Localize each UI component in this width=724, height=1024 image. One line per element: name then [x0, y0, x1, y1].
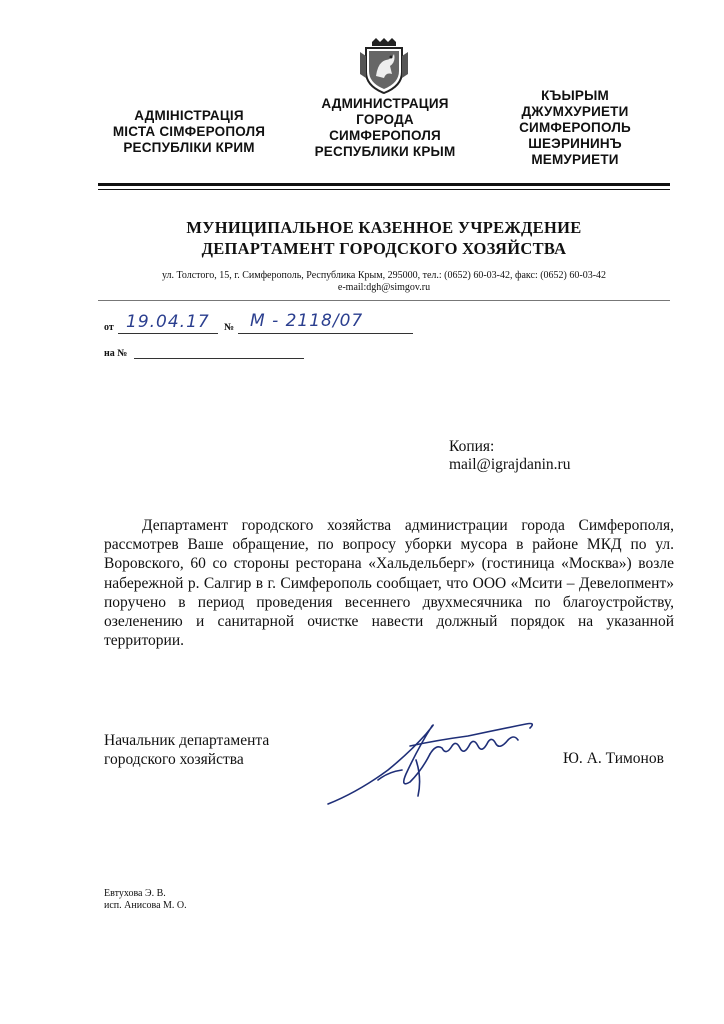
number-line	[238, 333, 413, 334]
reply-to-line	[134, 358, 304, 359]
handwritten-number: М - 2118/07	[250, 311, 364, 331]
header-left-line: АДМІНІСТРАЦІЯ	[134, 108, 244, 123]
department-title: ДЕПАРТАМЕНТ ГОРОДСКОГО ХОЗЯЙСТВА	[201, 239, 567, 258]
header-crimean-tatar	[510, 88, 640, 168]
handwritten-date: 19.04.17	[126, 312, 210, 332]
organization-address: ул. Толстого, 15, г. Симферополь, Республика Крым, 295000, тел.: (0652) 60-03-42, факс: (0652) 60-03-42	[161, 270, 607, 281]
header-center-line: РЕСПУБЛИКИ КРЫМ	[314, 144, 456, 159]
header-center-line: ГОРОДА	[356, 112, 414, 127]
header-russian	[300, 96, 470, 160]
organization-title: МУНИЦИПАЛЬНОЕ КАЗЕННОЕ УЧРЕЖДЕНИЕ	[186, 218, 582, 237]
address-divider	[98, 300, 670, 301]
copy-label: Копия:	[449, 438, 495, 455]
header-center-line: СИМФЕРОПОЛЯ	[329, 128, 441, 143]
header-divider-thick	[98, 183, 670, 186]
header-right-line: СИМФЕРОПОЛЬ	[519, 120, 631, 135]
copy-email: mail@igrajdanin.ru	[449, 456, 571, 473]
header-divider-thin	[98, 189, 670, 190]
executor-line2: исп. Анисова М. О.	[104, 900, 187, 911]
organization-email: e-mail:dgh@simgov.ru	[337, 282, 431, 293]
number-label: №	[224, 322, 235, 333]
letter-body: Департамент городского хозяйства администрации города Симферополя, рассмотрев Ваше обращение, по вопросу уборки мусора в районе МКД по ул. Воровского, 60 со стороны ресторана «Хальдельберг» (гостиница «Москва») возле набережной р. Салгир в г. Симферополь сообщает, что ООО «Мсити – Девелопмент» поручено в период проведения весеннего двухмесячника по благоустройству, озеленению и санитарной очистке навести должный порядок на указанной территории.	[104, 517, 674, 650]
executor-line1: Евтухова Э. В.	[104, 888, 166, 899]
signer-name: Ю. А. Тимонов	[563, 750, 664, 767]
crimea-coat-of-arms-icon	[358, 38, 410, 94]
header-right-line: ДЖУМХУРИЕТИ	[521, 104, 629, 119]
header-right-line: КЪЫРЫМ	[541, 88, 609, 103]
date-label: от	[104, 322, 114, 333]
signer-title-line1: Начальник департамента	[104, 732, 270, 749]
handwritten-signature	[318, 700, 548, 810]
header-left-line: РЕСПУБЛІКИ КРИМ	[123, 140, 255, 155]
header-ukrainian	[104, 108, 274, 156]
header-right-line: МЕМУРИЕТИ	[531, 152, 619, 167]
signer-title-line2: городского хозяйства	[104, 751, 244, 768]
header-center-line: АДМИНИСТРАЦИЯ	[321, 96, 449, 111]
date-line	[118, 333, 218, 334]
header-left-line: МІСТА СІМФЕРОПОЛЯ	[112, 124, 266, 139]
reply-to-label: на №	[104, 348, 128, 359]
header-right-line: ШЕЭРИНИНЪ	[528, 136, 622, 151]
